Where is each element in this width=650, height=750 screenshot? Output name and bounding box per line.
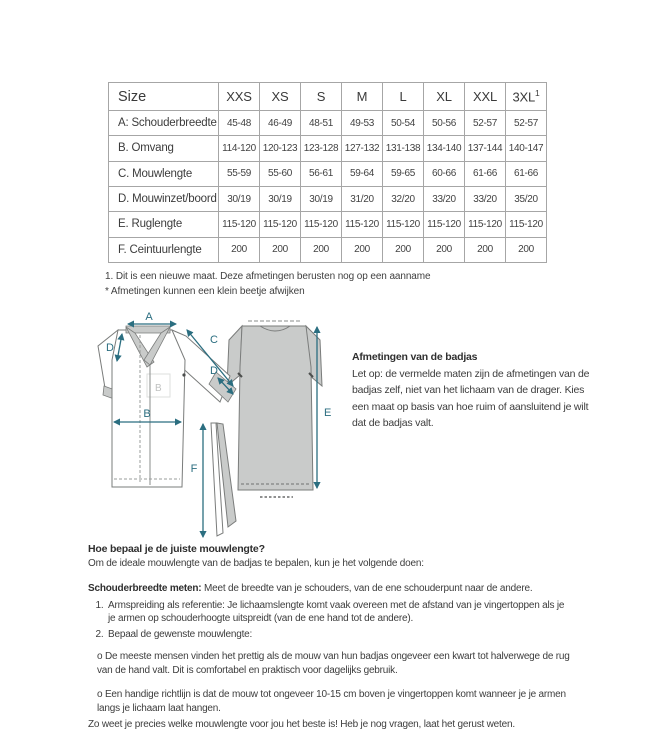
row-label-ceintuurlengte: F. Ceintuurlengte	[109, 237, 219, 262]
cell: 200	[342, 237, 383, 262]
cell: 61-66	[506, 161, 547, 186]
info-title: Afmetingen van de badjas	[352, 351, 478, 363]
info-text: Let op: de vermelde maten zijn de afmetingen van de badjas zelf, niet van het lichaam van de drager. Kies een maat op basis van hoe ruim of aansluitend je wilt dat de badjas valt.	[352, 367, 590, 429]
measure-label-d-cuff: D	[210, 365, 218, 377]
measure-label-a: A	[145, 312, 153, 323]
row-label-mouwinzet: D. Mouwinzet/boord	[109, 186, 219, 211]
belt-illustration	[211, 423, 236, 536]
cell: 30/19	[301, 186, 342, 211]
cell: 200	[383, 237, 424, 262]
row-label-schouderbreedte: A: Schouderbreedte	[109, 111, 219, 136]
cell: 33/20	[424, 186, 465, 211]
table-row	[109, 111, 547, 136]
cell: 134-140	[424, 136, 465, 161]
cell: 140-147	[506, 136, 547, 161]
column-header-xxl: XXL	[465, 83, 506, 111]
cell: 200	[219, 237, 260, 262]
cell: 30/19	[219, 186, 260, 211]
column-header-size: Size	[109, 83, 219, 111]
cell: 48-51	[301, 111, 342, 136]
column-header-3xl	[506, 83, 547, 111]
howto-title: Hoe bepaal je de juiste mouwlengte?	[88, 543, 265, 555]
cell: 115-120	[424, 212, 465, 237]
cell: 61-66	[465, 161, 506, 186]
howto-step-2: 2. Bepaal de gewenste mouwlengte:	[106, 628, 572, 642]
table-header-row	[109, 83, 547, 111]
column-header-s: S	[301, 83, 342, 111]
cell: 59-64	[342, 161, 383, 186]
column-header-l: L	[383, 83, 424, 111]
cell: 127-132	[342, 136, 383, 161]
row-label-omvang: B. Omvang	[109, 136, 219, 161]
cell: 30/19	[260, 186, 301, 211]
cell: 115-120	[301, 212, 342, 237]
cell: 200	[260, 237, 301, 262]
sleeve-length-guide	[88, 543, 572, 732]
table-row	[109, 186, 547, 211]
footnote-deviation: * Afmetingen kunnen een klein beetje afwijken	[105, 286, 305, 297]
cell: 56-61	[301, 161, 342, 186]
cell: 137-144	[465, 136, 506, 161]
cell: 200	[506, 237, 547, 262]
row-label-mouwlengte: C. Mouwlengte	[109, 161, 219, 186]
cell: 123-128	[301, 136, 342, 161]
cell: 50-56	[424, 111, 465, 136]
cell: 55-59	[219, 161, 260, 186]
pocket-watermark-b: B	[155, 383, 162, 394]
cell: 200	[465, 237, 506, 262]
table-row	[109, 237, 547, 262]
cell: 115-120	[383, 212, 424, 237]
table-row	[109, 212, 547, 237]
column-header-3xl-text: 3XL	[512, 89, 535, 105]
table-row	[109, 161, 547, 186]
cell: 52-57	[465, 111, 506, 136]
robe-back-illustration	[227, 321, 322, 497]
howto-step-1: 1. Armspreiding als referentie: Je lichaamslengte komt vaak overeen met de afstand van je vingertoppen als je je armen op schouderhoogte uitspreidt (van de ene hand tot de andere).	[106, 599, 572, 626]
howto-intro: Om de ideale mouwlengte van de badjas te bepalen, kun je het volgende doen:	[88, 557, 424, 569]
column-header-xl: XL	[424, 83, 465, 111]
measure-label-b: B	[143, 408, 151, 420]
cell: 45-48	[219, 111, 260, 136]
cell: 60-66	[424, 161, 465, 186]
cell: 55-60	[260, 161, 301, 186]
cell: 49-53	[342, 111, 383, 136]
cell: 31/20	[342, 186, 383, 211]
column-header-m: M	[342, 83, 383, 111]
cell: 33/20	[465, 186, 506, 211]
howto-tip-1: o De meeste mensen vinden het prettig als de mouw van hun badjas ongeveer een kwart tot halverwege de rug van de hand valt. Dit is comfortabel en praktisch voor dagelijks gebruik.	[97, 651, 570, 676]
measure-label-d-shoulder: D	[106, 342, 114, 354]
cell: 52-57	[506, 111, 547, 136]
cell: 46-49	[260, 111, 301, 136]
howto-measure-text: Meet de breedte van je schouders, van de ene schouderpunt naar de andere.	[201, 583, 533, 594]
column-header-xs: XS	[260, 83, 301, 111]
measure-label-e: E	[324, 407, 332, 419]
cell: 35/20	[506, 186, 547, 211]
howto-measure-label: Schouderbreedte meten:	[88, 583, 202, 594]
robe-dimensions-note	[352, 349, 600, 432]
cell: 115-120	[219, 212, 260, 237]
cell: 115-120	[260, 212, 301, 237]
footnote-marker: 1	[535, 88, 540, 99]
bathrobe-measurement-diagram	[90, 312, 335, 540]
cell: 200	[301, 237, 342, 262]
measure-label-c: C	[210, 334, 218, 346]
cell: 50-54	[383, 111, 424, 136]
cell: 115-120	[342, 212, 383, 237]
howto-steps	[88, 599, 572, 642]
row-label-ruglengte: E. Ruglengte	[109, 212, 219, 237]
footnote-new-size: 1. Dit is een nieuwe maat. Deze afmetingen berusten nog op een aanname	[105, 271, 431, 282]
howto-tip-2: o Een handige richtlijn is dat de mouw tot ongeveer 10-15 cm boven je vingertoppen komt wanneer je je armen langs je lichaam laat hangen.	[97, 689, 566, 714]
table-row	[109, 136, 547, 161]
cell: 115-120	[506, 212, 547, 237]
howto-measure-line	[88, 582, 572, 596]
table-footnotes	[105, 269, 430, 299]
size-table-container	[108, 82, 547, 263]
cell: 114-120	[219, 136, 260, 161]
howto-outro: Zo weet je precies welke mouwlengte voor jou het beste is! Heb je nog vragen, laat het gerust weten.	[88, 719, 515, 730]
column-header-xxs: XXS	[219, 83, 260, 111]
cell: 200	[424, 237, 465, 262]
cell: 115-120	[465, 212, 506, 237]
cell: 59-65	[383, 161, 424, 186]
measure-label-f: F	[190, 463, 198, 475]
cell: 131-138	[383, 136, 424, 161]
size-table	[108, 82, 547, 263]
cell: 120-123	[260, 136, 301, 161]
cell: 32/20	[383, 186, 424, 211]
